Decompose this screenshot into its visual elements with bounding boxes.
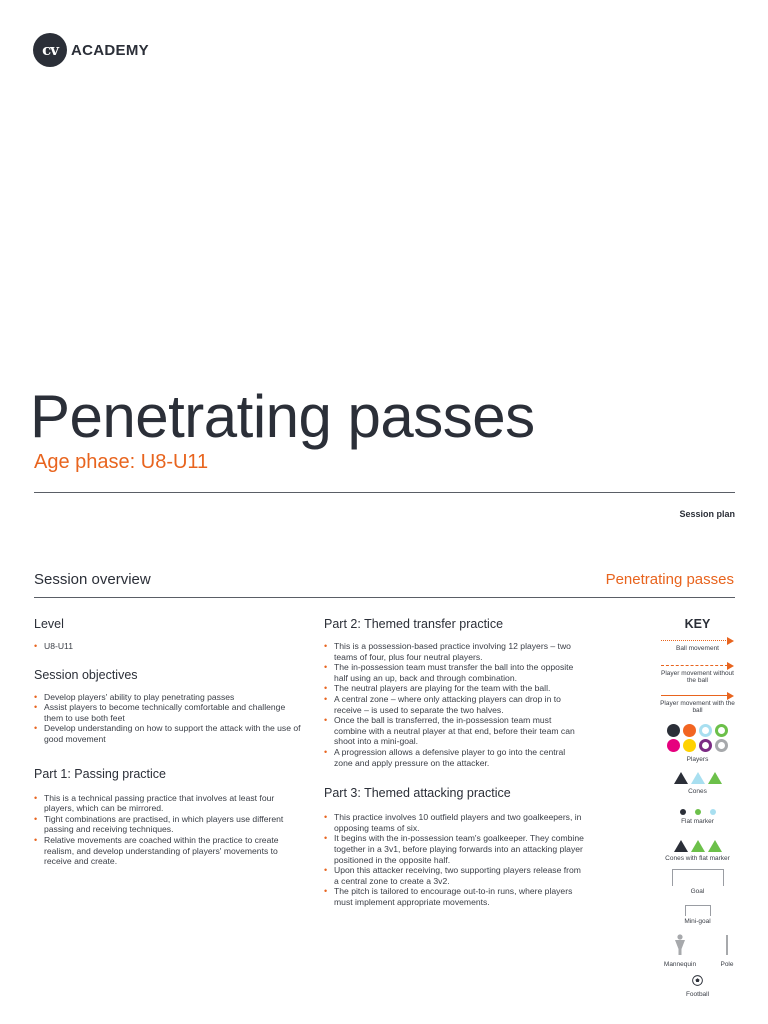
- player-icon: [715, 724, 728, 737]
- ball-movement-arrow-icon: [661, 637, 734, 645]
- key-label-player-with-ball: Player movement with the ball: [660, 699, 735, 714]
- list-item: • The in-possession team must transfer the ball into the opposite half using an up, back and through combination.: [324, 662, 586, 683]
- cones-icons: [660, 772, 735, 784]
- player-icon: [699, 724, 712, 737]
- key-label-mannequin: Mannequin: [663, 960, 697, 968]
- cone-with-marker-icon: [691, 840, 705, 852]
- cone-icon: [708, 772, 722, 784]
- key-label-football: Football: [685, 991, 710, 998]
- cone-icon: [674, 772, 688, 784]
- player-icon: [699, 739, 712, 752]
- player-icon: [683, 739, 696, 752]
- mannequin-icon: [673, 934, 687, 956]
- age-phase: Age phase: U8-U11: [34, 451, 209, 473]
- part1-heading: Part 1: Passing practice: [34, 766, 167, 781]
- list-item: • The pitch is tailored to encourage out-to-in runs, where players must implement appropriate movements.: [324, 886, 586, 907]
- player-movement-arrow-icon: [661, 662, 734, 670]
- list-item: • This is a technical passing practice that involves at least four players, which can be mirrored.: [34, 793, 302, 814]
- list-item: • Tight combinations are practised, in which players use different passing and receiving techniques.: [34, 814, 302, 835]
- list-item: • This practice involves 10 outfield players and two goalkeepers, in opposing teams of six.: [324, 812, 586, 833]
- session-plan-label: Session plan: [679, 509, 735, 519]
- list-item: • Once the ball is transferred, the in-possession team must combine with a neutral player at that end, before their team can shoot into a mini-goal.: [324, 715, 586, 747]
- logo-badge: cv: [33, 33, 67, 67]
- cone-icon: [691, 772, 705, 784]
- list-item: • Relative movements are coached within the practice to create realism, and develop understanding of players' movements to receive and create.: [34, 835, 302, 867]
- key-label-players: Players: [686, 755, 709, 763]
- section-heading-topic: Penetrating passes: [605, 571, 734, 588]
- list-item: • U8-U11: [34, 641, 302, 652]
- flat-marker-icon: [695, 809, 701, 815]
- objectives-list: [34, 692, 302, 745]
- column-middle: [324, 617, 586, 907]
- players-icons-row2: [660, 739, 735, 752]
- list-item: • Develop players' ability to play penetrating passes: [34, 692, 302, 703]
- football-item: [660, 973, 735, 999]
- level-heading: Level: [34, 617, 64, 631]
- key-title: KEY: [684, 617, 711, 631]
- player-with-ball-arrow-icon: [661, 692, 734, 700]
- player-icon: [667, 739, 680, 752]
- key-label-cones: Cones: [688, 788, 707, 795]
- page-title: Penetrating passes: [30, 383, 535, 450]
- cones-with-marker-icons: [660, 840, 735, 852]
- key-label-cones-with-marker: Cones with flat marker: [665, 855, 730, 862]
- column-left: [34, 617, 302, 867]
- mannequin-pole-row: [656, 934, 740, 969]
- key-legend: [660, 617, 735, 999]
- mini-goal-icon: [685, 905, 711, 916]
- cone-with-marker-icon: [708, 840, 722, 852]
- list-item: • The neutral players are playing for the team with the ball.: [324, 683, 586, 694]
- key-label-ball-movement: Ball movement: [676, 645, 719, 652]
- logo: [33, 33, 149, 67]
- football-icon: [692, 975, 703, 986]
- player-icon: [715, 739, 728, 752]
- key-label-flat-marker: Flat marker: [681, 817, 714, 825]
- list-item: • This is a possession-based practice involving 12 players – two teams of four, plus four neutral players.: [324, 641, 586, 662]
- mannequin-item: [656, 934, 704, 969]
- player-icon: [667, 724, 680, 737]
- part1-list: [34, 793, 302, 867]
- divider: [34, 492, 735, 493]
- player-icon: [683, 724, 696, 737]
- pole-item: [714, 934, 740, 969]
- part3-list: [324, 812, 586, 907]
- flat-marker-icon: [710, 809, 716, 815]
- list-item: • Assist players to become technically comfortable and challenge them to use both feet: [34, 702, 302, 723]
- cone-with-marker-icon: [674, 840, 688, 852]
- list-item: • It begins with the in-possession team's goalkeeper. They combine together in a 3v1, before playing forwards into an attacking player positioned in the opposite half.: [324, 833, 586, 865]
- objectives-heading: Session objectives: [34, 667, 138, 682]
- logo-text: ACADEMY: [71, 41, 149, 59]
- divider: [34, 597, 735, 598]
- level-list: [34, 641, 302, 652]
- flat-marker-icon: [680, 809, 686, 815]
- pole-icon: [725, 934, 729, 956]
- key-label-mini-goal: Mini-goal: [684, 918, 711, 925]
- key-label-player-no-ball: Player movement without the ball: [661, 669, 734, 684]
- list-item: • A progression allows a defensive player to go into the central zone and apply pressure on the attacker.: [324, 747, 586, 768]
- list-item: • Upon this attacker receiving, two supporting players release from a central zone to create a 3v2.: [324, 865, 586, 886]
- part3-heading: Part 3: Themed attacking practice: [324, 786, 511, 801]
- key-label-pole: Pole: [720, 960, 734, 968]
- players-icons-row1: [660, 724, 735, 737]
- key-label-goal: Goal: [690, 887, 705, 895]
- list-item: • A central zone – where only attacking players can drop in to receive – is used to separate the two halves.: [324, 694, 586, 715]
- section-heading-overview: Session overview: [34, 571, 151, 588]
- part2-heading: Part 2: Themed transfer practice: [324, 617, 504, 631]
- goal-icon: [672, 869, 724, 886]
- flat-marker-icons: [660, 809, 735, 815]
- part2-list: [324, 641, 586, 768]
- list-item: • Develop understanding on how to support the attack with the use of good movement: [34, 723, 302, 744]
